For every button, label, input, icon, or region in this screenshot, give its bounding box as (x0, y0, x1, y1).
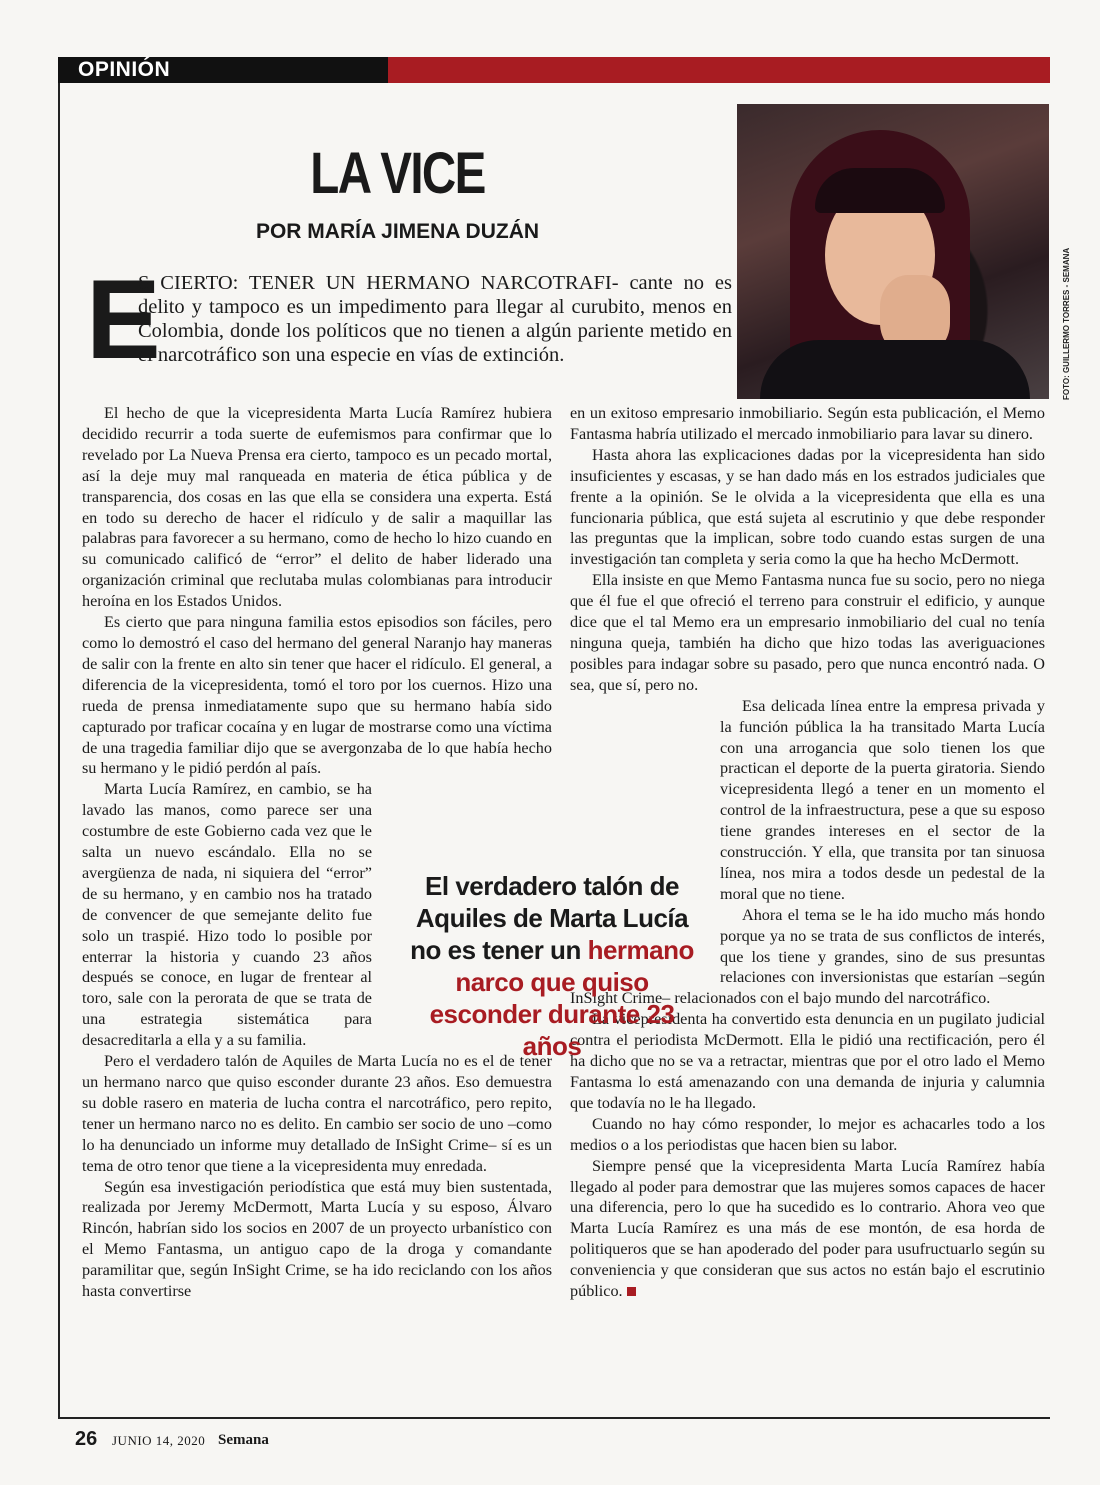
lead-text: S CIERTO: TENER UN HERMANO NARCOTRAFI- cante no es delito y tampoco es un impedimento para llegar al curubito, menos en Colombia, donde los políticos que no tienen a algún pariente metido en el narcotráfico son una especie en vías de extinción. (138, 272, 732, 366)
final-paragraph-text: Siempre pensé que la vicepresidenta Marta Lucía Ramírez había llegado al poder para demostrar que las mujeres somos capaces de hacer una diferencia, pero lo que ha sucedido es lo contrario. Ahora veo que Marta Lucía Ramírez es una más de ese montón, de esa horda de politiqueros que se han apoderado del poder para usufructuarlo según su conveniencia y que consideran que sus actos no están bajo el escrutinio público. (570, 1156, 1045, 1301)
photo-bangs (815, 168, 945, 213)
photo-credit: FOTO: GUILLERMO TORRES - SEMANA (1062, 247, 1071, 400)
lead-paragraph (76, 271, 732, 367)
paragraph: Pero el verdadero talón de Aquiles de Marta Lucía no es el de tener un hermano narco que quiso esconder durante 23 años. Eso demuestra su doble rasero en materia de lucha contra el narcotráfico, pero repito, tener un hermano narco no es delito. En cambio ser socio de uno –como lo ha denunciado un informe muy detallado de InSight Crime– sí es un tema de otro tenor que tiene a la vicepresidenta muy enredada. (82, 1052, 552, 1175)
paragraph: Es cierto que para ninguna familia estos episodios son fáciles, pero como lo demostró el caso del hermano del general Naranjo hay maneras de salir con la frente en alto sin tener que hacer el ridículo. El general, a diferencia de la vicepresidenta, tomó el toro por los cuernos. Hizo una rueda de prensa inmediatamente supo que su hermano había sido capturado por traficar cocaína y en lugar de mostrarse como una víctima de una tragedia familiar dijo que se avergonzaba de lo que había hecho su hermano y le pidió perdón al país. (82, 613, 552, 778)
frame-line-bottom (58, 1417, 1050, 1419)
paragraph: Ahora el tema se le ha ido mucho más hondo porque ya no se trata de sus conflictos de interés, que los tiene y grandes, sino de sus presuntas relaciones con inversionistas que estarían –según InSight Crime– relacionados con el bajo mundo del narcotráfico. (570, 905, 1045, 1008)
page-number: 26 (75, 1428, 98, 1450)
paragraph: Esa delicada línea entre la empresa privada y la función pública la ha transitado Marta Lucía con una arrogancia que solo tienen los que practican el deporte de la puerta giratoria. Siendo vicepresidenta llegó a tener en un momento el control de la infraestructura, pese a que su esposo tiene grandes intereses en el sector de la construcción. Y ella, que transita por tan sinuosa línea, nos mira a todos desde un pedestal de la moral que no tiene. (720, 696, 1045, 903)
frame-line-left (58, 83, 60, 1418)
pull-quote (404, 870, 700, 1062)
issue-date: JUNIO 14, 2020 (112, 1433, 206, 1448)
paragraph: El hecho de que la vicepresidenta Marta Lucía Ramírez hubiera decidido recurrir a toda suerte de eufemismos para confirmar que lo revelado por La Nueva Prensa era cierto, tampoco es un pecado mortal, así la deje muy mal ranqueada en materia de ética pública y de transparencia, dos cosas en las que ella se considera una experta. Está en todo su derecho de hacer el ridículo y de salir a maquillar las palabras para favorecer a su hermano, como de hecho lo hizo cuando en su comunicado calificó de “error” el delito de haber liderado una organización criminal que reclutaba mulas colombianas para introducir heroína en los Estados Unidos. (82, 404, 552, 611)
article-column-1 (82, 403, 552, 1302)
paragraph: La vicepresidenta ha convertido esta denuncia en un pugilato judicial contra el periodista McDermott. Ella le pidió una rectificación, pero él ha dicho que no se va a retractar, mientras que por el otro lado el Memo Fantasma lo está amenazando con una demanda de injuria y calumnia que todavía no le ha llegado. (570, 1010, 1045, 1112)
paragraph: Hasta ahora las explicaciones dadas por la vicepresidenta han sido insuficientes y escasas, y se han dado más en los estrados judiciales que frente a la opinión. Se le olvida a la vicepresidenta que ella es una funcionaria pública, que está sujeta al escrutinio y que debe responder las preguntas que la implican, sobre todo cuando estas surgen de una investigación tan completa y seria como la que ha hecho McDermott. (570, 445, 1045, 569)
paragraph: Marta Lucía Ramírez, en cambio, se ha lavado las manos, como parece ser una costumbre de este Gobierno cada vez que le salta un nuevo escándalo. Ella no se avergüenza de nada, ni siquiera del “error” de su hermano, y en cambio nos ha tratado de convencer de que semejante delito fue solo un traspié. Hizo todo lo posible por enterrar la historia y cuando 23 años después se conoce, en lugar de frentear al toro, sale con la perorata de que se trata de una estrategia sistemática para desacreditarla a ella y a su familia. (82, 780, 372, 1050)
headline: LA VICE (310, 141, 485, 206)
pull-quote-black: El verdadero talón de Aquiles de Marta Lucía no es tener un (410, 871, 689, 965)
publication-name: Semana (218, 1432, 269, 1448)
article-column-2 (570, 403, 1045, 1302)
drop-cap: E (86, 257, 161, 382)
byline: POR MARÍA JIMENA DUZÁN (255, 220, 540, 243)
paragraph: en un exitoso empresario inmobiliario. Según esta publicación, el Memo Fantasma habría utilizado el mercado inmobiliario para lavar su dinero. (570, 404, 1045, 443)
paragraph: Cuando no hay cómo responder, lo mejor es achacarles todo a los medios o a los periodistas que hacen bien su labor. (570, 1114, 1045, 1154)
photo-shoulder (760, 340, 1030, 399)
end-mark (627, 1287, 636, 1296)
section-label: OPINIÓN (78, 58, 171, 81)
paragraph: Según esa investigación periodística que está muy bien sustentada, realizada por Jeremy McDermott, Marta Lucía y su esposo, Álvaro Rincón, habrían sido los socios en 2007 de un proyecto urbanístico con el Memo Fantasma, un antiguo capo de la droga y comandante paramilitar que, según InSight Crime, se ha ido reciclando con los años hasta convertirse (82, 1177, 552, 1301)
paragraph (570, 1156, 1045, 1302)
paragraph: Ella insiste en que Memo Fantasma nunca fue su socio, pero no niega que él fue el que ofreció el terreno para construir el edificio, y aunque dice que el tal Memo era un empresario inmobiliario del cual no tenía ninguna queja, también ha dicho que hizo todas las averiguaciones posibles para indagar sobre su pasado, pero que nunca encontró nada. O sea, que sí, pero no. (570, 571, 1045, 694)
pull-quote-red: hermano narco que quiso esconder durante 23 años (429, 935, 694, 1061)
